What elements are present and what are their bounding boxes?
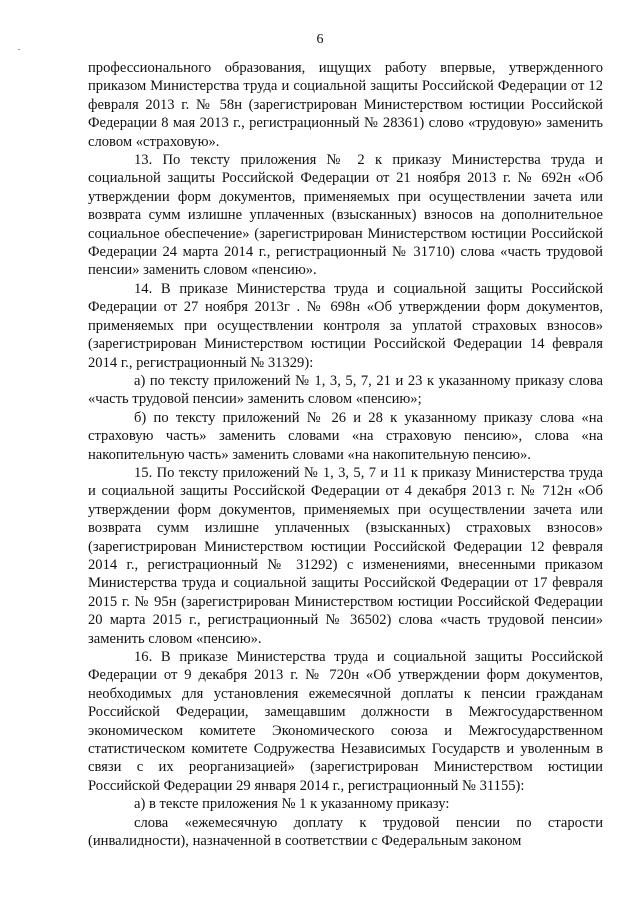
paragraph-item-16-a: а) в тексте приложения № 1 к указанному приказу: [134,796,450,813]
paragraph-item-14: 14. В приказе Министерства труда и социальной защиты Российской Федерации от 27 ноября 2013г . № 698н «Об утверждении форм документов, применяемых при осуществлении контроля за уплатой страховых взносов» (зарегистрирован Министерством юстиции Российской Федерации 14 февраля 2014 г., регистрационный № 31329): [88,280,603,371]
paragraph-item-14-b: б) по тексту приложений № 26 и 28 к указанному приказу слова «на страховую часть» заменить словами «на страховую пенсию», слова «на накопительную часть» заменить словами «на накопительную пенсию». [88,409,603,463]
paragraph-item-14-a: а) по тексту приложений № 1, 3, 5, 7, 21 и 23 к указанному приказу слова «часть трудовой пенсии» заменить словом «пенсию»; [88,372,603,408]
paragraph-item-16-a-text: слова «ежемесячную доплату к трудовой пенсии по старости (инвалидности), назначенной в соответствии с Федеральным законом [88,814,603,850]
paragraph-item-15: 15. По тексту приложений № 1, 3, 5, 7 и 11 к приказу Министерства труда и социальной защиты Российской Федерации от 4 декабря 2013 г. № 712н «Об утверждении форм документов, применяемых при осуществлении зачета или возврата сумм излишне уплаченных (взысканных) страховых взносов» (зарегистрирован Министерством юстиции Российской Федерации 12 февраля 2014 г., регистрационный № 31292) с изменениями, внесенными приказом Министерства труда и социальной защиты Российской Федерации от 17 февраля 2015 г. № 95н (зарегистрирован Министерством юстиции Российской Федерации 20 марта 2015 г., регистрационный № 36502) слова «часть трудовой пенсии» заменить словом «пенсию». [88,464,603,647]
scan-artifact [18,49,20,50]
document-body [88,59,603,850]
page-number: 6 [316,32,324,47]
paragraph-item-13: 13. По тексту приложения № 2 к приказу Министерства труда и социальной защиты Российской Федерации от 21 ноября 2013 г. № 692н «Об утверждении форм документов, применяемых при осуществлении зачета или возврата сумм излишне уплаченных (взысканных) взносов на дополнительное социальное обеспечение» (зарегистрирован Министерством юстиции Российской Федерации 24 марта 2014 г., регистрационный № 31710) слова «часть трудовой пенсии» заменить словом «пенсию». [88,152,603,279]
paragraph-continuation: профессионального образования, ищущих работу впервые, утвержденного приказом Министерства труда и социальной защиты Российской Федерации от 12 февраля 2013 г. № 58н (зарегистрирован Министерством юстиции Российской Федерации 8 мая 2013 г., регистрационный № 28361) слово «трудовую» заменить словом «страховую». [88,60,603,150]
paragraph-item-16: 16. В приказе Министерства труда и социальной защиты Российской Федерации от 9 декабря 2013 г. № 720н «Об утверждении форм документов, необходимых для установления ежемесячной доплаты к пенсии гражданам Российской Федерации, замещавшим должности в Межгосударственном экономическом комитете Экономического союза и Межгосударственном статистическом комитете Содружества Независимых Государств и уволенным в связи с их реорганизацией» (зарегистрирован Министерством юстиции Российской Федерации 29 января 2014 г., регистрационный № 31155): [88,649,603,794]
